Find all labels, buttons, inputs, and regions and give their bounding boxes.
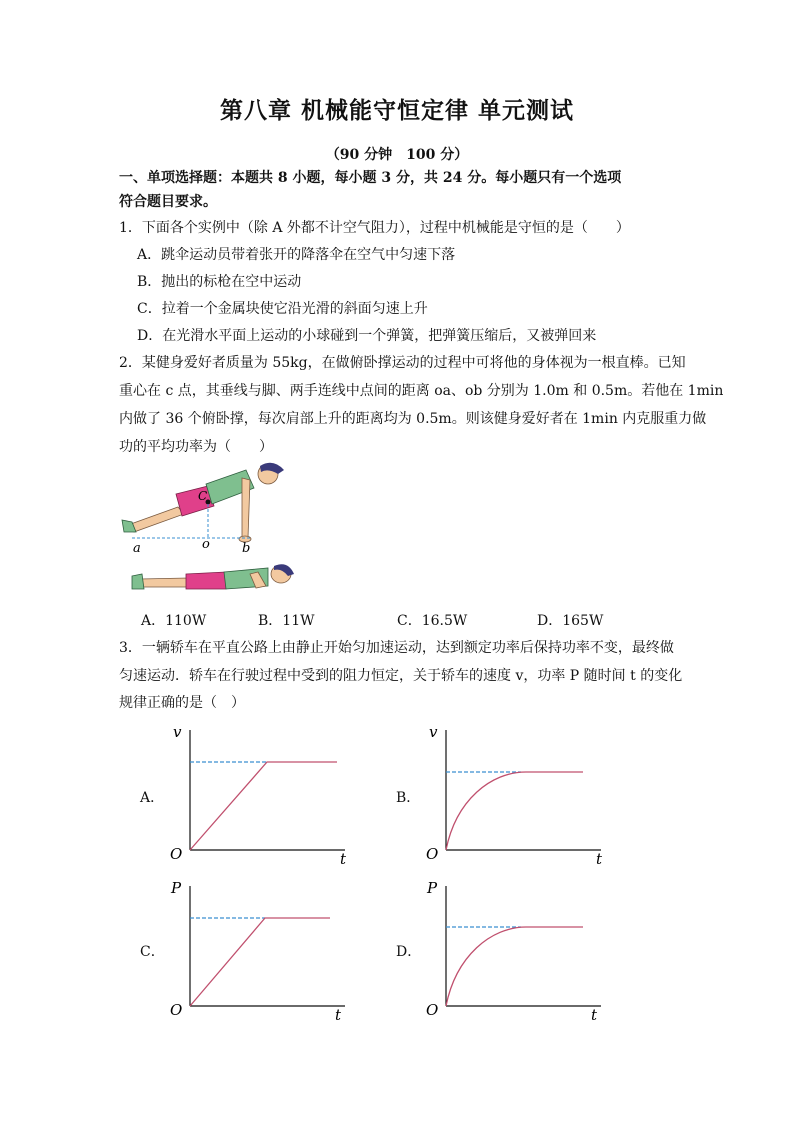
q1-stem: 1．下面各个实例中（除 A 外都不计空气阻力），过程中机械能是守恒的是（ ）	[119, 220, 630, 236]
q2-option-b: B．11W	[258, 613, 315, 629]
graph-a-axis-t: t	[340, 850, 347, 868]
graph-d-axis-p: P	[427, 879, 438, 897]
graph-d	[421, 876, 611, 1026]
graph-d-origin: O	[426, 1001, 439, 1019]
q2-stem-line1: 2．某健身爱好者质量为 55kg，在做俯卧撑运动的过程中可将他的身体视为一根直棒。已知	[119, 355, 686, 371]
graph-c-axis-p: P	[171, 879, 182, 897]
q2-option-c: C．16.5W	[397, 613, 468, 629]
q3-option-d-label: D．	[396, 944, 422, 960]
graph-b-axis-t: t	[596, 850, 603, 868]
q2-stem-line3: 内做了 36 个俯卧撑，每次肩部上升的距离均为 0.5m。则该健身爱好者在 1min 内克服重力做	[119, 411, 707, 427]
q3-stem-line2: 匀速运动．轿车在行驶过程中受到的阻力恒定，关于轿车的速度 v，功率 P 随时间 t 的变化	[119, 668, 683, 684]
q2-stem-line2: 重心在 c 点，其垂线与脚、两手连线中点间的距离 oa、ob 分别为 1.0m 和 0.5m。若他在 1min	[119, 383, 724, 399]
label-b: b	[242, 541, 251, 556]
section-heading-line2: 符合题目要求。	[119, 194, 217, 210]
q1-option-b: B．抛出的标枪在空中运动	[137, 274, 302, 290]
graph-b-origin: O	[426, 845, 439, 863]
graph-a-axis-v: v	[173, 723, 182, 741]
label-o: o	[202, 537, 210, 552]
section-heading-line1: 一、单项选择题：本题共 8 小题，每小题 3 分，共 24 分。每小题只有一个选项	[119, 170, 622, 186]
graph-c	[165, 876, 355, 1026]
graph-b	[421, 720, 611, 870]
q1-option-a: A．跳伞运动员带着张开的降落伞在空气中匀速下落	[137, 247, 456, 263]
page-title: 第八章 机械能守恒定律 单元测试	[219, 97, 574, 124]
q1-option-d: D．在光滑水平面上运动的小球碰到一个弹簧，把弹簧压缩后，又被弹回来	[137, 328, 597, 344]
graph-c-origin: O	[170, 1001, 183, 1019]
graph-a	[165, 720, 355, 870]
q1-option-c: C．拉着一个金属块使它沿光滑的斜面匀速上升	[137, 301, 428, 317]
pushup-person-down	[132, 564, 294, 589]
label-c: C	[198, 489, 208, 503]
q2-stem-line4: 功的平均功率为（ ）	[119, 439, 273, 455]
pushup-figure	[118, 462, 308, 607]
graph-b-axis-v: v	[429, 723, 438, 741]
q3-option-c-label: C．	[140, 944, 165, 960]
q3-stem-line3: 规律正确的是（ ）	[119, 695, 245, 711]
label-a: a	[133, 541, 141, 556]
q2-option-d: D．165W	[537, 613, 604, 629]
q3-option-a-label: A．	[140, 790, 165, 806]
q2-option-a: A．110W	[141, 613, 207, 629]
graph-c-axis-t: t	[335, 1006, 342, 1024]
graph-d-axis-t: t	[591, 1006, 598, 1024]
q3-option-b-label: B．	[396, 790, 421, 806]
page-subtitle: （90 分钟 100 分）	[325, 147, 469, 163]
graph-a-origin: O	[170, 845, 183, 863]
q3-stem-line1: 3．一辆轿车在平直公路上由静止开始匀加速运动，达到额定功率后保持功率不变，最终做	[119, 640, 674, 656]
